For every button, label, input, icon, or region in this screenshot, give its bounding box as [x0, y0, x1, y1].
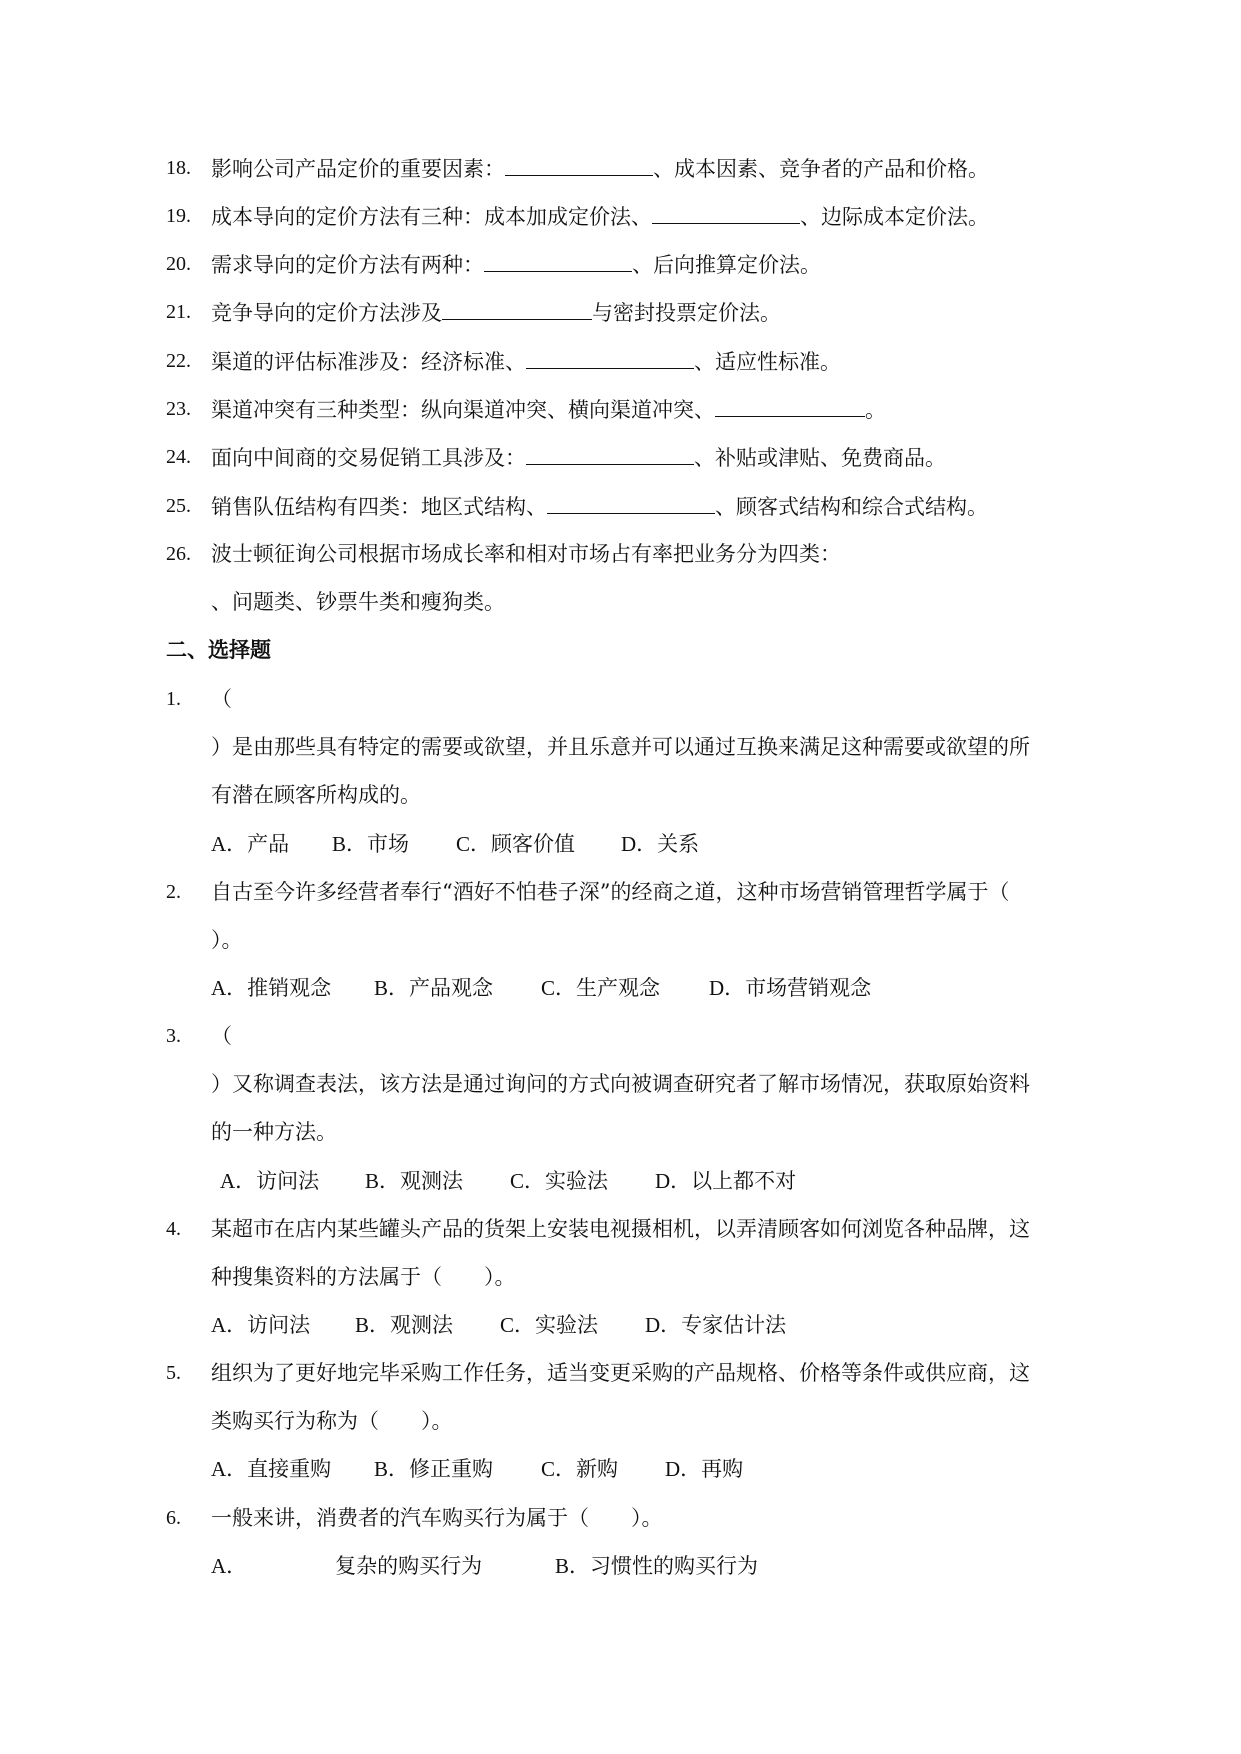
item-text: 、后向推算定价法。 — [632, 253, 821, 277]
item-number: 22. — [166, 350, 191, 372]
item-number: 23. — [166, 398, 191, 420]
item-text: 、边际成本定价法。 — [800, 205, 989, 229]
item-number: 18. — [166, 157, 191, 179]
question-number: 4. — [166, 1218, 181, 1240]
question-text: 有潜在顾客所构成的。 — [211, 783, 421, 807]
fill-item-18 — [211, 153, 989, 184]
question-text: 种搜集资料的方法属于（ ）。 — [211, 1265, 516, 1289]
item-text: 影响公司产品定价的重要因素： — [211, 157, 505, 181]
option-c: C．实验法 — [510, 1169, 609, 1193]
answer-blank — [484, 249, 632, 272]
question-text: （ — [211, 1024, 232, 1048]
question-text: 自古至今许多经营者奉行“酒好不怕巷子深”的经商之道，这种市场营销管理哲学属于（ — [211, 880, 1010, 904]
question-text: 一般来讲，消费者的汽车购买行为属于（ ）。 — [211, 1506, 663, 1530]
fill-item-26 — [211, 539, 841, 569]
question-text: 类购买行为称为（ ）。 — [211, 1409, 453, 1433]
answer-blank — [715, 394, 865, 417]
item-text: 渠道的评估标准涉及：经济标准、 — [211, 350, 526, 374]
question-text: ）又称调查表法，该方法是通过询问的方式向被调查研究者了解市场情况，获取原始资料 — [211, 1072, 1030, 1096]
answer-blank — [526, 346, 694, 369]
answer-blank — [526, 442, 694, 465]
item-number: 25. — [166, 495, 191, 517]
item-number: 26. — [166, 543, 191, 565]
option-b: B．观测法 — [355, 1313, 454, 1337]
option-a: A．直接重购 — [211, 1457, 332, 1481]
option-a: A．产品 — [211, 832, 290, 856]
option-a: A．访问法 — [211, 1313, 311, 1337]
option-c: C．生产观念 — [541, 976, 661, 1000]
question-text: （ — [211, 687, 232, 711]
question-text: 组织为了更好地完毕采购工作任务，适当变更采购的产品规格、价格等条件或供应商，这 — [211, 1361, 1030, 1385]
item-text: 面向中间商的交易促销工具涉及： — [211, 446, 526, 470]
item-text: 竞争导向的定价方法涉及 — [211, 301, 442, 325]
answer-blank — [547, 491, 715, 514]
option-b: B．习惯性的购买行为 — [555, 1554, 759, 1578]
item-text: 。 — [865, 398, 886, 422]
section-heading: 二、选择题 — [166, 637, 271, 662]
fill-item-19 — [211, 201, 989, 232]
option-b: B．观测法 — [365, 1169, 464, 1193]
question-text: 的一种方法。 — [211, 1120, 337, 1144]
item-text: 波士顿征询公司根据市场成长率和相对市场占有率把业务分为四类： — [211, 542, 841, 566]
item-number: 19. — [166, 205, 191, 227]
question-text: ）是由那些具有特定的需要或欲望，并且乐意并可以通过互换来满足这种需要或欲望的所 — [211, 735, 1030, 759]
item-text: 成本导向的定价方法有三种：成本加成定价法、 — [211, 205, 652, 229]
option-b: B．修正重购 — [374, 1457, 494, 1481]
answer-blank — [505, 153, 653, 176]
option-c: C．顾客价值 — [456, 832, 576, 856]
question-number: 1. — [166, 688, 181, 710]
question-number: 2. — [166, 881, 181, 903]
option-c: C．新购 — [541, 1457, 619, 1481]
question-number: 6. — [166, 1507, 181, 1529]
option-d: D．以上都不对 — [655, 1169, 797, 1193]
option-a: A． 复杂的购买行为 — [211, 1554, 483, 1578]
option-d: D．市场营销观念 — [709, 976, 872, 1000]
option-d: D．再购 — [665, 1457, 744, 1481]
item-text: 、顾客式结构和综合式结构。 — [715, 495, 988, 519]
item-text: 需求导向的定价方法有两种： — [211, 253, 484, 277]
option-b: B．市场 — [332, 832, 410, 856]
item-number: 21. — [166, 301, 191, 323]
fill-item-24 — [211, 442, 946, 473]
fill-item-25 — [211, 491, 988, 522]
option-d: D．专家估计法 — [645, 1313, 787, 1337]
item-number: 24. — [166, 446, 191, 468]
option-d: D．关系 — [621, 832, 700, 856]
option-a: A．推销观念 — [211, 976, 332, 1000]
answer-blank — [442, 297, 592, 320]
item-text: 销售队伍结构有四类：地区式结构、 — [211, 495, 547, 519]
fill-item-20 — [211, 249, 821, 280]
item-text: 、补贴或津贴、免费商品。 — [694, 446, 946, 470]
fill-item-23 — [211, 394, 886, 425]
fill-item-22 — [211, 346, 841, 377]
item-text: 、适应性标准。 — [694, 350, 841, 374]
item-26-continuation: 、问题类、钞票牛类和瘦狗类。 — [211, 590, 505, 614]
question-text: ）。 — [211, 928, 243, 952]
item-text: 渠道冲突有三种类型：纵向渠道冲突、横向渠道冲突、 — [211, 398, 715, 422]
item-number: 20. — [166, 253, 191, 275]
question-number: 3. — [166, 1025, 181, 1047]
item-text: 与密封投票定价法。 — [592, 301, 781, 325]
option-c: C．实验法 — [500, 1313, 599, 1337]
answer-blank — [652, 201, 800, 224]
item-text: 、成本因素、竞争者的产品和价格。 — [653, 157, 989, 181]
fill-item-21 — [211, 297, 781, 328]
option-a: A．访问法 — [220, 1169, 320, 1193]
question-number: 5. — [166, 1362, 181, 1384]
option-b: B．产品观念 — [374, 976, 494, 1000]
question-text: 某超市在店内某些罐头产品的货架上安装电视摄相机，以弄清顾客如何浏览各种品牌，这 — [211, 1217, 1030, 1241]
